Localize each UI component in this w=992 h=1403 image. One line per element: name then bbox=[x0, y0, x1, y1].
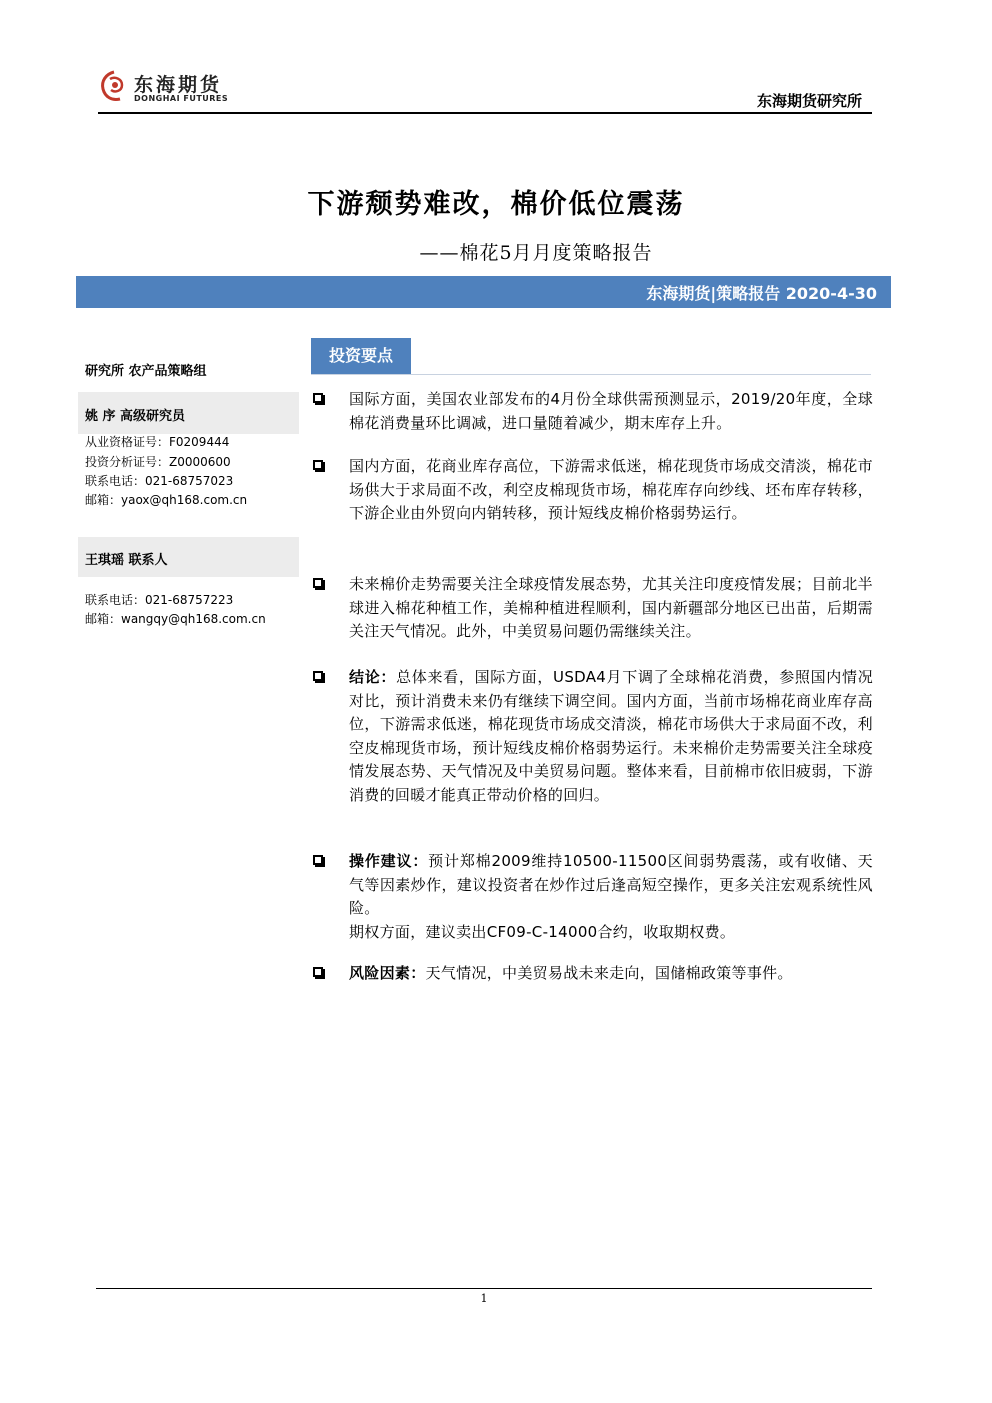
report-subtitle-text: ——棉花5月月度策略报告 bbox=[419, 242, 653, 264]
key-point-label: 结论： bbox=[349, 668, 397, 686]
analyst1-analysis-cert: 投资分析证号：Z0000600 bbox=[85, 455, 231, 469]
key-point-label: 风险因素： bbox=[349, 964, 426, 982]
key-point-body: 国际方面，美国农业部发布的4月份全球供需预测显示，2019/20年度，全球棉花消费量环比调减，进口量随着减少，期末库存上升。 bbox=[349, 390, 873, 432]
key-point-options: 期权方面，建议卖出CF09-C-14000合约，收取期权费。 bbox=[349, 922, 736, 941]
key-point-text bbox=[349, 962, 873, 986]
key-point-text bbox=[349, 455, 873, 526]
logo-chinese-name: 东海期货 bbox=[134, 74, 223, 96]
key-point-body: 国内方面，花商业库存高位，下游需求低迷，棉花现货市场成交清淡，棉花市场供大于求局面不改，利空皮棉现货市场，棉花库存向纱线、坯布库存转移，下游企业由外贸向内销转移，预计短线皮棉价格弱势运行。 bbox=[349, 457, 873, 522]
report-info-band bbox=[76, 276, 891, 308]
checkbox-bullet-icon bbox=[313, 578, 323, 588]
checkbox-bullet-icon bbox=[313, 460, 323, 470]
institute-name: 东海期货研究所 bbox=[756, 92, 862, 110]
dragon-logo-icon bbox=[98, 70, 130, 104]
key-point-text bbox=[349, 666, 873, 807]
report-info-text: 东海期货|策略报告 2020-4-30 bbox=[646, 284, 877, 303]
key-point-text bbox=[349, 573, 873, 644]
report-title: 下游颓势难改，棉价低位震荡 bbox=[307, 189, 685, 220]
footer-divider bbox=[96, 1288, 872, 1289]
analyst2-name: 王琪瑶 联系人 bbox=[85, 553, 168, 568]
analyst2-email[interactable]: 邮箱：wangqy@qh168.com.cn bbox=[85, 612, 266, 626]
company-logo bbox=[98, 66, 238, 110]
research-group: 研究所 农产品策略组 bbox=[85, 364, 207, 379]
header-divider bbox=[98, 112, 872, 114]
key-points-divider bbox=[311, 374, 871, 375]
checkbox-bullet-icon bbox=[313, 393, 323, 403]
checkbox-bullet-icon bbox=[313, 855, 323, 865]
key-point-text bbox=[349, 388, 873, 435]
analyst1-name: 姚 序 高级研究员 bbox=[85, 409, 186, 424]
key-points-heading: 投资要点 bbox=[311, 338, 411, 374]
key-point-text bbox=[349, 850, 873, 944]
key-point-label: 操作建议： bbox=[349, 852, 429, 870]
logo-english-name: DONGHAI FUTURES bbox=[134, 94, 229, 103]
key-point-body: 总体来看，国际方面，USDA4月下调了全球棉花消费，参照国内情况对比，预计消费未来仍有继续下调空间。国内方面，当前市场棉花商业库存高位，下游需求低迷，棉花现货市场成交清淡，棉花市场供大于求局面不改，利空皮棉现货市场，预计短线皮棉价格弱势运行。未来棉价走势需要关注全球疫情发展态势、天气情况及中美贸易问题。整体来看，目前棉市依旧疲弱，下游消费的回暖才能真正带动价格的回归。 bbox=[349, 668, 873, 804]
page-number: 1 bbox=[480, 1292, 488, 1305]
key-point-body: 未来棉价走势需要关注全球疫情发展态势，尤其关注印度疫情发展；目前北半球进入棉花种植工作，美棉种植进程顺利，国内新疆部分地区已出苗，后期需关注天气情况。此外，中美贸易问题仍需继续关注。 bbox=[349, 575, 873, 640]
checkbox-bullet-icon bbox=[313, 967, 323, 977]
analyst1-phone: 联系电话：021-68757023 bbox=[85, 474, 234, 488]
checkbox-bullet-icon bbox=[313, 671, 323, 681]
analyst1-email[interactable]: 邮箱：yaox@qh168.com.cn bbox=[85, 493, 248, 507]
key-point-body: 天气情况，中美贸易战未来走向，国储棉政策等事件。 bbox=[425, 964, 793, 982]
analyst1-qualification: 从业资格证号：F0209444 bbox=[85, 435, 230, 449]
analyst2-phone: 联系电话：021-68757223 bbox=[85, 593, 234, 607]
key-point-body: 预计郑棉2009维持10500-11500区间弱势震荡，或有收储、天气等因素炒作，建议投资者在炒作过后逢高短空操作，更多关注宏观系统性风险。 bbox=[349, 852, 873, 917]
report-subtitle bbox=[0, 238, 992, 265]
